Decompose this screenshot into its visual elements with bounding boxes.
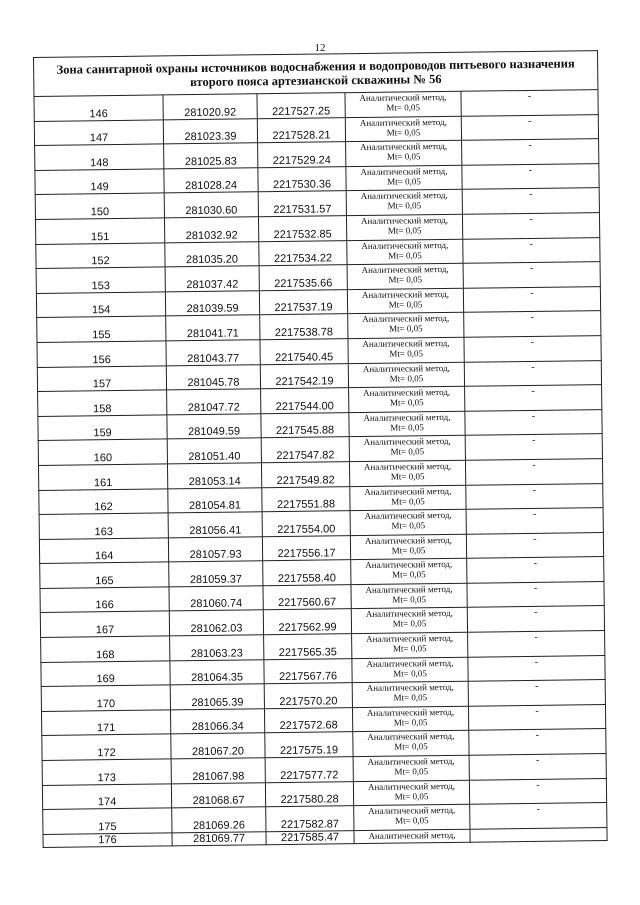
point-number: 146 (34, 95, 163, 121)
method-label: Аналитический метод, (367, 780, 456, 792)
coordinate-y: 2217570.20 (264, 683, 352, 709)
point-number: 162 (39, 488, 168, 514)
method-label: Аналитический метод, (365, 559, 453, 571)
point-number: 175 (43, 808, 172, 834)
method-label: Аналитический метод, (362, 313, 450, 325)
coordinate-x: 281057.93 (168, 536, 262, 562)
coordinate-y: 2217531.57 (258, 191, 346, 217)
method-accuracy: Mt= 0,05 (395, 815, 429, 826)
point-number: 164 (39, 538, 168, 564)
method-cell (346, 190, 462, 216)
method-label: Аналитический метод, (368, 805, 456, 817)
method-label: Аналитический метод, (359, 116, 447, 128)
table-title: Зона санитарной охраны источников водоснабжения и водопроводов питьевого назначения второго пояса артезианской скважины № 56 (34, 51, 598, 97)
method-accuracy: Mt= 0,05 (388, 249, 422, 261)
coordinate-x: 281062.03 (169, 610, 263, 636)
error-cell: - (464, 311, 601, 337)
method-accuracy: Mt= 0,05 (386, 102, 421, 113)
method-label: Аналитический метод, (366, 632, 454, 645)
point-number: 163 (39, 513, 168, 539)
method-label: Аналитический метод, (366, 706, 455, 718)
method-accuracy: Mt= 0,05 (390, 471, 425, 482)
method-cell (354, 829, 470, 843)
point-number: 156 (37, 341, 166, 367)
method-accuracy: Mt= 0,05 (387, 225, 422, 236)
error-cell: - (461, 114, 598, 140)
coordinate-x: 281060.74 (169, 586, 263, 612)
point-number: 165 (40, 562, 169, 588)
error-cell: - (469, 778, 606, 804)
method-cell (352, 706, 468, 732)
error-cell: - (463, 262, 600, 288)
point-number: 174 (42, 783, 171, 809)
coordinate-y: 2217544.00 (261, 388, 349, 414)
coordinate-x: 281059.37 (169, 561, 263, 587)
error-cell: - (467, 581, 604, 607)
method-accuracy: Mt= 0,05 (388, 274, 423, 285)
point-number: 148 (35, 144, 164, 170)
error-cell: - (465, 434, 602, 460)
error-cell: - (466, 508, 603, 534)
coordinate-y: 2217528.21 (257, 117, 345, 143)
coordinate-y: 2217554.00 (262, 511, 350, 537)
method-label: Аналитический метод, (363, 411, 451, 423)
method-label: Аналитический метод, (365, 583, 453, 595)
method-label: Аналитический метод, (362, 362, 450, 374)
method-cell (354, 804, 470, 830)
coordinate-y: 2217580.28 (265, 781, 353, 807)
coordinate-y: 2217551.88 (262, 486, 350, 512)
method-cell (348, 362, 464, 388)
method-cell (350, 485, 466, 511)
coordinate-x: 281037.42 (165, 266, 259, 292)
method-label: Аналитический метод, (363, 460, 452, 472)
error-cell: - (468, 704, 605, 730)
coordinate-y: 2217575.19 (265, 732, 353, 758)
error-cell: - (463, 237, 600, 263)
coordinate-y: 2217532.85 (258, 216, 346, 242)
method-cell (351, 583, 467, 609)
method-label: Аналитический метод, (360, 190, 448, 202)
coordinate-x: 281049.59 (167, 413, 261, 439)
coordinate-y: 2217567.76 (264, 658, 352, 684)
method-label: Аналитический метод, (366, 682, 454, 694)
coordinate-x: 281035.20 (165, 241, 259, 267)
method-cell (353, 755, 469, 781)
point-number: 170 (41, 685, 170, 711)
coordinate-y: 2217537.19 (259, 289, 347, 315)
method-label: Аналитический метод, (364, 510, 452, 522)
coordinate-y: 2217585.47 (266, 830, 354, 844)
method-cell (346, 214, 462, 240)
method-accuracy: Mt= 0,05 (391, 520, 426, 531)
point-number: 154 (36, 292, 165, 318)
error-cell: - (465, 409, 602, 435)
method-label: Аналитический метод, (362, 337, 450, 349)
coordinate-y: 2217538.78 (260, 314, 348, 340)
point-number: 155 (37, 316, 166, 342)
method-label: Аналитический метод, (361, 239, 449, 251)
error-cell: - (464, 336, 601, 362)
method-accuracy: Mt= 0,05 (388, 299, 423, 310)
coordinate-x: 281045.78 (166, 364, 260, 390)
point-number: 171 (41, 710, 170, 736)
coordinate-x: 281064.35 (170, 659, 264, 685)
method-cell (352, 657, 468, 683)
coordinates-table (33, 50, 608, 848)
point-number: 152 (36, 242, 165, 268)
method-accuracy: Mt= 0,05 (386, 151, 421, 162)
method-accuracy: Mt= 0,05 (393, 667, 427, 679)
point-number: 149 (35, 169, 164, 195)
error-cell: - (467, 557, 604, 583)
method-cell (348, 313, 464, 339)
method-accuracy: Mt= 0,05 (394, 790, 429, 802)
coordinate-y: 2217540.45 (260, 339, 348, 365)
coordinate-y: 2217535.66 (259, 265, 347, 291)
method-accuracy: Mt= 0,05 (390, 421, 424, 433)
page-number: 12 (314, 42, 326, 54)
point-number: 161 (38, 464, 167, 490)
point-number: 173 (42, 759, 171, 785)
error-cell: - (467, 606, 604, 632)
error-cell: - (463, 286, 600, 312)
error-cell: - (465, 458, 602, 484)
coordinate-y: 2217542.19 (260, 363, 348, 389)
method-accuracy: Mt= 0,05 (389, 372, 424, 384)
coordinate-x: 281043.77 (166, 340, 260, 366)
method-label: Аналитический метод, (366, 657, 454, 669)
point-number: 157 (37, 365, 166, 391)
coordinate-y: 2217534.22 (259, 240, 347, 266)
coordinate-x: 281051.40 (167, 438, 261, 464)
coordinate-x: 281053.14 (167, 463, 261, 489)
method-label: Аналитический метод, (367, 755, 455, 767)
error-cell: - (465, 385, 602, 411)
method-label: Аналитический метод, (361, 288, 449, 300)
error-cell: - (462, 213, 599, 239)
coordinate-x: 281067.98 (171, 758, 265, 784)
coordinate-y: 2217545.88 (261, 412, 349, 438)
coordinate-x: 281068.67 (171, 782, 265, 808)
method-cell (349, 386, 465, 412)
coordinate-y: 2217530.36 (258, 166, 346, 192)
table-title-row (34, 51, 598, 97)
coordinate-x: 281039.59 (165, 291, 259, 317)
method-cell (347, 288, 463, 314)
coordinate-x: 281041.71 (166, 315, 260, 341)
error-cell (470, 827, 607, 842)
method-accuracy: Mt= 0,05 (391, 495, 425, 507)
coordinate-y: 2217565.35 (264, 634, 352, 660)
coordinate-y: 2217556.17 (262, 535, 350, 561)
method-cell (347, 239, 463, 265)
coordinate-x: 281025.83 (164, 143, 258, 169)
method-cell (349, 436, 465, 462)
method-accuracy: Mt= 0,05 (389, 397, 424, 408)
method-label: Аналитический метод, (360, 214, 449, 226)
method-label: Аналитический метод, (363, 436, 451, 448)
coordinate-x: 281028.24 (164, 168, 258, 194)
error-cell: - (468, 631, 605, 657)
method-label: Аналитический метод, (360, 141, 448, 153)
coordinate-x: 281069.26 (172, 807, 266, 833)
error-cell: - (468, 680, 605, 706)
method-cell (350, 534, 466, 560)
coordinate-y: 2217558.40 (263, 560, 351, 586)
coordinate-y: 2217547.82 (261, 437, 349, 463)
method-label: Аналитический метод, (367, 731, 455, 743)
coordinate-y: 2217549.82 (261, 462, 349, 488)
method-accuracy: Mt= 0,05 (393, 692, 428, 703)
error-cell: - (466, 532, 603, 558)
error-cell: - (461, 90, 598, 116)
point-number: 153 (36, 267, 165, 293)
point-number: 151 (35, 218, 164, 244)
method-cell (351, 608, 467, 634)
method-cell (346, 140, 462, 166)
method-accuracy: Mt= 0,05 (391, 569, 426, 580)
method-cell (353, 780, 469, 806)
error-cell: - (470, 803, 607, 829)
point-number: 169 (41, 661, 170, 687)
method-cell (349, 460, 465, 486)
method-accuracy: Mt= 0,05 (390, 446, 425, 457)
method-accuracy: Mt= 0,05 (387, 200, 422, 212)
point-number: 166 (40, 587, 169, 613)
point-number: 160 (38, 439, 167, 465)
coordinate-x: 281065.39 (170, 684, 264, 710)
method-label: Аналитический метод, (368, 829, 456, 841)
method-accuracy: Mt= 0,05 (387, 176, 421, 187)
method-accuracy: Mt= 0,05 (386, 126, 421, 138)
method-cell (345, 116, 461, 142)
coordinate-y: 2217529.24 (258, 142, 346, 168)
coordinate-y: 2217577.72 (265, 757, 353, 783)
method-cell (350, 509, 466, 535)
method-cell (349, 411, 465, 437)
coordinate-y: 2217582.87 (266, 806, 354, 832)
method-accuracy: Mt= 0,05 (392, 618, 427, 630)
coordinate-y: 2217562.99 (263, 609, 351, 635)
method-accuracy: Mt= 0,05 (391, 544, 426, 556)
error-cell: - (462, 139, 599, 165)
method-accuracy: Mt= 0,05 (388, 323, 423, 335)
point-number: 167 (40, 611, 169, 637)
method-cell (353, 731, 469, 757)
method-accuracy: Mt= 0,05 (393, 717, 428, 728)
point-number: 150 (35, 193, 164, 219)
method-cell (347, 263, 463, 289)
coordinate-x: 281056.41 (168, 512, 262, 538)
coordinate-x: 281032.92 (164, 217, 258, 243)
error-cell: - (464, 360, 601, 386)
coordinate-x: 281020.92 (163, 94, 257, 120)
method-accuracy: Mt= 0,05 (389, 348, 424, 359)
coordinate-x: 281069.77 (172, 832, 266, 846)
coordinate-x: 281067.20 (171, 733, 265, 759)
coordinate-x: 281054.81 (168, 487, 262, 513)
coordinate-x: 281030.60 (164, 192, 258, 218)
coordinate-x: 281023.39 (163, 118, 257, 144)
coordinate-y: 2217527.25 (257, 93, 345, 119)
method-accuracy: Mt= 0,05 (394, 741, 428, 753)
error-cell: - (469, 754, 606, 780)
method-label: Аналитический метод, (364, 485, 452, 497)
coordinate-y: 2217560.67 (263, 585, 351, 611)
method-cell (351, 559, 467, 585)
point-number: 159 (38, 415, 167, 441)
method-accuracy: Mt= 0,05 (394, 766, 429, 777)
coordinate-y: 2217572.68 (264, 707, 352, 733)
method-cell (346, 165, 462, 191)
method-cell (345, 91, 461, 117)
method-cell (352, 681, 468, 707)
coordinate-x: 281047.72 (167, 389, 261, 415)
method-label: Аналитический метод, (363, 387, 451, 399)
method-accuracy: Mt= 0,05 (392, 594, 427, 605)
method-label: Аналитический метод, (365, 608, 453, 620)
point-number: 176 (43, 833, 172, 848)
method-accuracy: Mt= 0,05 (392, 643, 427, 654)
error-cell: - (462, 163, 599, 189)
error-cell: - (466, 483, 603, 509)
error-cell: - (468, 655, 605, 681)
method-label: Аналитический метод, (364, 534, 453, 546)
method-label: Аналитический метод, (360, 165, 448, 177)
method-cell (348, 337, 464, 363)
point-number: 158 (38, 390, 167, 416)
point-number: 147 (34, 120, 163, 146)
method-label: Аналитический метод, (359, 91, 447, 104)
method-cell (352, 632, 468, 658)
error-cell: - (469, 729, 606, 755)
coordinate-x: 281063.23 (170, 635, 264, 661)
error-cell: - (462, 188, 599, 214)
point-number: 168 (41, 636, 170, 662)
method-label: Аналитический метод, (361, 264, 449, 276)
point-number: 172 (42, 734, 171, 760)
coordinate-x: 281066.34 (170, 709, 264, 735)
